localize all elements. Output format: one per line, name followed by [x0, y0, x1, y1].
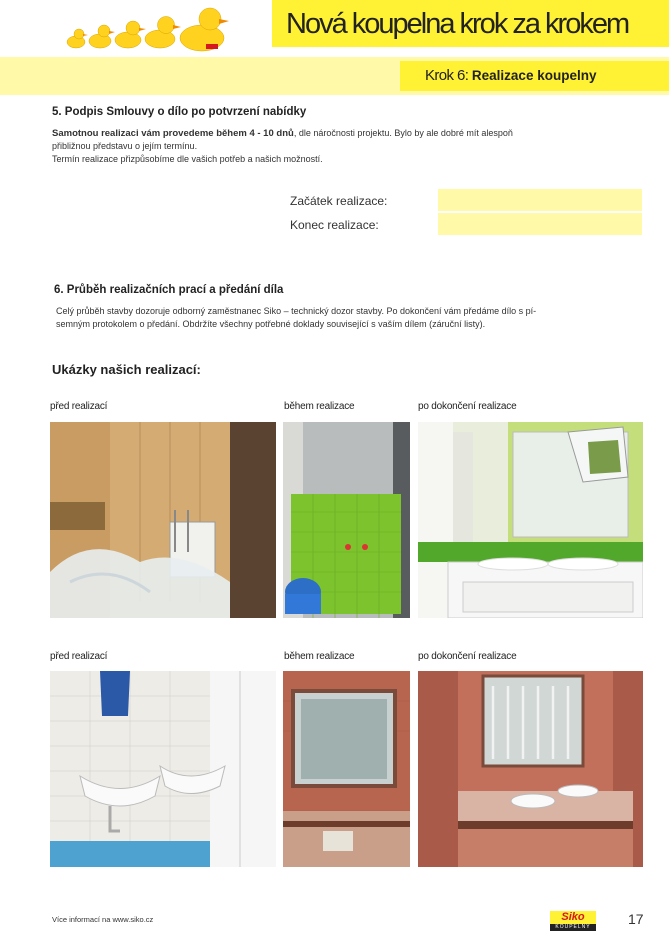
section5-line3: Termín realizace přizpůsobíme dle vašich potřeb a našich možností.	[52, 154, 323, 164]
logo-sub: KOUPELNY	[550, 924, 596, 931]
start-label: Začátek realizace:	[290, 194, 388, 208]
photo-before-1	[50, 422, 276, 618]
start-date-field[interactable]	[438, 189, 642, 211]
page-number: 17	[628, 911, 644, 927]
section5-bold-lead: Samotnou realizaci vám provedeme během 4 - 10 dnů	[52, 128, 294, 139]
photo-before-2	[50, 671, 276, 867]
caption-before-2: před realizací	[50, 651, 108, 662]
section6-line2: semným protokolem o předání. Obdržíte všechny potřebné doklady související s vaším dílem (záruční listy).	[56, 319, 486, 329]
caption-after-2: po dokončení realizace	[418, 651, 517, 662]
gallery-heading: Ukázky našich realizací:	[52, 362, 201, 377]
section5-text	[52, 127, 652, 166]
page-title: Nová koupelna krok za krokem	[286, 8, 629, 40]
photo-during-1	[283, 422, 410, 618]
section6-heading: 6. Průběh realizačních prací a předání díla	[54, 284, 284, 296]
photo-after-2	[418, 671, 643, 867]
footer-text: Více informací na www.siko.cz	[52, 915, 154, 924]
caption-after-1: po dokončení realizace	[418, 401, 517, 412]
end-date-field[interactable]	[438, 213, 642, 235]
photo-after-1	[418, 422, 643, 618]
caption-during-2: během realizace	[284, 651, 355, 662]
siko-logo	[550, 911, 596, 931]
ducks-illustration	[62, 6, 237, 54]
caption-before-1: před realizací	[50, 401, 108, 412]
section5-heading: 5. Podpis Smlouvy o dílo po potvrzení nabídky	[52, 106, 307, 118]
section6-text	[56, 305, 656, 331]
section5-line1: , dle náročnosti projektu. Bylo by ale dobré mít alespoň	[293, 128, 513, 138]
step-heading	[425, 67, 596, 84]
step-title: Realizace koupelny	[471, 68, 597, 83]
caption-during-1: během realizace	[284, 401, 355, 412]
photo-during-2	[283, 671, 410, 867]
section5-line2: přibližnou představu o jejím termínu.	[52, 141, 198, 151]
step-prefix: Krok 6:	[425, 67, 469, 84]
logo-text: Siko	[550, 911, 596, 924]
section6-line1: Celý průběh stavby dozoruje odborný zaměstnanec Siko – technický dozor stavby. Po dokončení vám předáme dílo s pí-	[56, 306, 537, 316]
end-label: Konec realizace:	[290, 218, 379, 232]
